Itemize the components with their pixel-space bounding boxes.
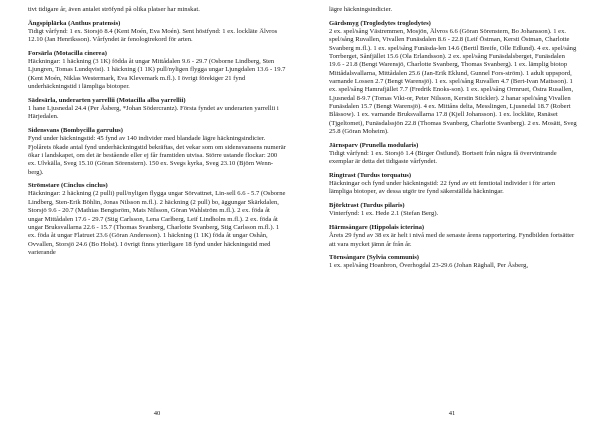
section-bjorktrast <box>329 202 578 219</box>
section-title: Järnsparv (Prunella modularis) <box>329 141 419 149</box>
section-title: Gärdsmyg (Troglodytes troglodytes) <box>329 19 431 27</box>
section-angspiplarka <box>28 20 286 45</box>
section-title: Sidensvans (Bombycilla garrulus) <box>28 126 123 134</box>
left-page-text <box>28 6 286 257</box>
section-harmsangare <box>329 224 578 249</box>
section-title: Strömstare (Cinclus cinclus) <box>28 182 108 190</box>
section-body: Fynd under häckningstid: 45 fynd av 140 individer med blandade lägre häckningsindicier. Fjolårets ökade antal fynd underhäckningstid bekräftas, det vekar som om sidensvansens numerär ökar i landskapet, om det är bestående eller ej får framtiden utvisa. Större ustande flockar: 200 ex. Ulvkälla, Sveg 15.10 (Göran Sörenstern). 150 ex. Svegs kyrka, Sveg 23.10 (Björn Wenn-berg). <box>28 135 286 176</box>
section-title: Ringtrast (Turdus torquatus) <box>329 171 412 179</box>
page-number: 40 <box>153 410 161 417</box>
section-body: 1 hane Ljusnedal 24.4 (Per Åsberg, *Johan Södercrantz). Första fyndet av underarten yarrellii i Härjedalen. <box>28 105 279 121</box>
section-title: Törnsångare (Sylvia communis) <box>329 254 419 262</box>
section-sidensvans <box>28 127 286 177</box>
section-body: 2 ex. spel/sång Västremmen, Mosjön, Älvros 6.6 (Göran Sörenstern, Bo Johansson). 1 ex. spel/sång Ruvallen, Vivallen Funäsdalen 8.6 - 22.8 (Leif Östman, Kersti Östman, Charlotte Svanberg m.fl.). 1 ex. spel/sång Funäsda-len 14.6 (Bertil Breife, Olle Edlund). 4 ex. spel/sång Torrberget, Sånfjället 15.6 (Ola Erlandsson). 2 ex. spel/sång Funäsdalsberget, Funäsdalen 19.6 - 21.8 (Bengt Warensjö, Charlotte Svanberg, Thomas Svanberg). 1 ex. lämplig biotop Mittådalsvallarna, Mittådalen 25.6 (Jan-Erik Eklund, Gunnel Fors-ström). 1 adult uppspord, varnande Lossen 2.7 (Bengt Warensjö). 1 ex. spel/sång Ruvallen 4.7 (Bert-Ivan Mattsson). 1 ex. spel/sång Hamrafjället 7.7 (Fredrik Enoks-son). 1 ex. spel/sång Ormruet, Östra Rusallen, Ljusnedal 8-9.7 (Tomas Vikt-or, Peter Nilsson, Kerstin Stickler). 2 hanar spel/sång Vivallen Funäsdalen 15.7 (Bengt Warensjö). 4 ex. Mittåns delta, Messlingen, Ljusnedal 18.7 (Robert Blässow). 1 ex. varnande Bruksvallarna 17.8 (Kjell Johansson). 1 ex. lockläte, Rsnäset (Tjgeltomet), Funäsdalssjön 22.8 (Thomas Svanberg, Charlotte Svanberg). 2 ex. Mosätt, Sveg 25.8 (Göran Moheim). <box>329 27 577 135</box>
section-tornsangare <box>329 254 578 271</box>
right-page <box>300 0 600 425</box>
section-jarnsparv <box>329 142 578 167</box>
section-gardsmyg <box>329 20 578 137</box>
section-body: Häckningar och fynd under häckningstid: 22 fynd av ett femtiotal individer i för arten lämpliga biotoper, av dessa utgör tre fynd säkerställda häckningar. <box>329 180 556 196</box>
section-body: Årets 29 fynd av 38 ex är helt i nivå med de senaste årens rapportering. Fyndbilden fortsätter att vara mycket jämn år från år. <box>329 232 575 248</box>
page-number: 41 <box>448 410 456 417</box>
section-title: Forsärla (Motacilla cinerea) <box>28 49 107 57</box>
section-body: Tidigt vårfynd: 1 ex. Storsjö 1.4 (Birger Östlund). Bortsett från några få övervintrande exemplar är detta det tidigaste vårfyndet. <box>329 149 557 166</box>
section-stromstare <box>28 182 286 257</box>
section-body: Häckningar: 1 häckning (3 1K) födda åt ungar Mittådalen 9.6 - 29.7 (Osborne Lindberg, Sten Ljungren, Tomas Lundqvist). 1 häckning (1 1K) pull/nyligen flygga ungar Ljungdalen 13.6 - 19.7 (Kent Moén, Niklas Westermark, Eva Klevemark m.fl.). I övrigt förekiger 21 fynd underhäckningstid i lämpliga biotoper. <box>28 58 286 91</box>
section-body: Vinterfynd: 1 ex. Hede 2.1 (Stefan Berg). <box>329 210 439 218</box>
section-forsarla <box>28 50 286 92</box>
section-title: Ängspiplärka (Anthus pratensis) <box>28 19 121 27</box>
left-intro: tivt tidigare år, även antalet ströfynd på olika platser har minskat. <box>28 6 200 13</box>
section-title: Björktrast (Turdus pilaris) <box>329 201 405 209</box>
section-body: Tidigt vårfynd: 1 ex. Storsjö 8.4 (Kent Moén, Eva Moén). Sent höstfynd: 1 ex. lockläte Älvros 12.10 (Jan Henriksson). Vårfyndet är fenologirekord för arten. <box>28 27 278 44</box>
right-page-text <box>329 6 578 271</box>
section-title: Härmsångare (Hippolais icterina) <box>329 223 425 231</box>
section-body: 1 ex. spel/sång Hoanbron, Överhogdal 23-29.6 (Johan Räghall, Per Åsberg, <box>329 262 529 270</box>
section-sadesarla <box>28 97 286 122</box>
right-intro: lägre häckningsindicier. <box>329 6 392 13</box>
section-body: Häckningar: 2 häckning (2 pulli) pull/nyligen flygga ungar Sörvattnet, Lin-sell 6.6 - 5.7 (Osborne Lindberg, Sten-Erik Böhlin, Jonas Nilsson m.fl.). 2 häckning (2 pull) bo, äggungar Skärkdalen, Storsjö 9.6 - 20.7 (Mathias Bengtsröm, Mats Nilsson, Göran Wahlström m.fl.). 2 ex. föda åt ungar Mittådalen 17.6 - 29.7 (Stig Carlsson, Lena Carlberg, Leif Lindholm m.fl.). 2 ex. föda åt ungar Bruksvallarna 22.6 - 15.7 (Thomas Svanberg, Charlotte Svanberg, Stig Carlsson m.fl.). 1 ex. föda åt ungar Flatruet 23.6 (Göran Andersson). 1 häckning (1 1K) föda åt ungar Oshån, Ovvallen, Storsjö 24.6 (Bo Holst). I övrigt finns ytterligare 18 fynd under häckningstid med varierande <box>28 190 286 256</box>
section-title: Sädesärla, underarten yarrellii (Motacilla alba yarrellii) <box>28 96 186 104</box>
section-ringtrast <box>329 172 578 197</box>
